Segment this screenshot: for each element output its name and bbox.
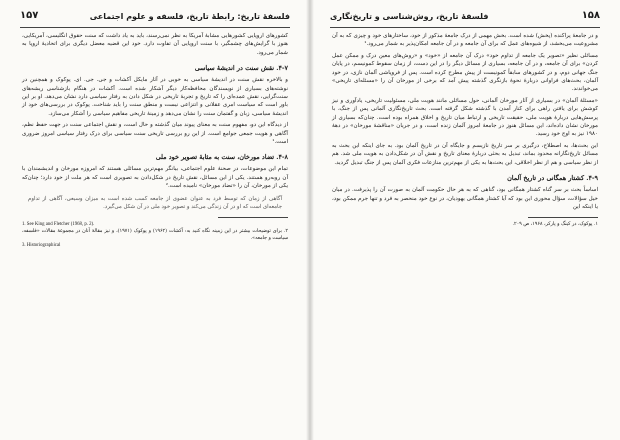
left-section-b-paragraph: تمام این موضوعات، در صحنهٔ علوم اجتماعی، بیانگر مهم‌ترین مسائلی هستند که امروزه مورخان و اندیشمندان با آن روبه‌رو هستند. یکی از این مسائل، نقش تاریخ در شکل‌دادن به تصویری است که هر ملت از خود دارد؛ چنان‌که یکی از مورخان، آن را «تضاد مورخان» نامیده است.² [22,166,288,190]
right-section-heading: ۴-۹. کشتار همگانی در تاریخ آلمان [507,174,598,183]
right-paragraph: «مسئلهٔ آلمان» در بسیاری از آثار مورخان آلمانی، حول مسائلی مانند هویت ملی، مسئولیت تاریخی، یادآوری و نیز کوشش برای یافتن راهی برای کنار آمدن با گذشته شکل گرفته است. بحث تاریخ‌نگاری آلمانی پس از جنگ، با پرسش‌هایی دربارهٔ هویت ملی، حقیقت تاریخی و ارتباط میان تاریخ و اخلاق همراه بوده است. چنان‌که بسیاری از مورخان نشان داده‌اند، این مسائل هنوز در جامعهٔ امروز آلمان زنده است، و در جریان «مناقشهٔ مورخان» در دههٔ ۱۹۸۰ نیز به اوج خود رسید. [332,97,598,138]
left-footnote: 3. Historiographical [22,243,61,249]
left-section-a-paragraph: از دیدگاه این دو، مفهوم سنت به معنای پیوند میان گذشته و حال است، و نقش اجتماعی سنت در جهت حفظ نظم، آگاهی و هویت جمعی جوامع است. از این رو بررسی تاریخی سنت سیاسی برای درک رفتار سیاسی امروز ضروری است.¹ [22,122,288,146]
right-page-body [332,32,598,228]
right-header-rule [330,27,600,28]
left-paragraph: کشورهای اروپایی کشورهایی مشابهٔ آمریکا به نظر نمی‌رسند، باید به یاد داشت که سنت حقوق انگلیسی، آمریکایی، هنوز با گرایش‌های چشمگیر، با سنت اروپایی آن تفاوت دارد. خود این قضیه معضل دیگری برای اتحادیهٔ اروپا به شمار می‌رود. [22,33,288,56]
right-footnote: ۱. پوکوک، در کینگ و پارکر، ۱۹۶۸، ص ۲۰۹. [512,222,598,228]
left-page-body [22,32,288,249]
right-paragraph: مسائلی نظیر «تصویر یک جامعه از تداوم خود» درک آن جامعه از «خود» و «روش‌های معین درک و ممکن عمل کردن» برای آن جامعه، و در آن جامعه، بسیاری از مسائل دیگر را در این دست، از زمان سقوط کمونیسم، در پایان جنگ جهانی دوم، و در کشورهای سابقاً کمونیست از پیش مطرح کرده است. پس از فروپاشی آلمان نازی، در خود آلمان، بحث‌های فراوانی دربارهٔ نحوهٔ بازنگری گذشته پیش آمد که برخی از مورخان آن را «مسئله‌ای تاریخی» می‌خواندند. [332,52,598,93]
left-page-number: ۱۵۷ [20,10,39,21]
left-footnote: ۲. برای توضیحات بیشتر در این زمینه نگاه کنید به: آکشات (۱۹۶۲) و پوکوک (۱۹۷۱)، و نیز مقالهٔ آنان در مجموعهٔ مقالات «فلسفه، سیاست و جامعه». [22,229,288,242]
right-running-title: فلسفهٔ تاریخ، روش‌شناسی و تاریخ‌نگاری [330,12,489,21]
left-section-a-heading: ۴-۷. نقش سنت در اندیشهٔ سیاسی [194,64,288,73]
right-paragraph: این بحث‌ها، به اصطلاح، درگیری بر سر تاریخ نازیسم و جایگاه آن در تاریخ آلمان بود. به جای اینکه این بحث به مسائل تاریخ‌نگارانه محدود بماند، تبدیل به بحثی دربارهٔ معنای تاریخ و نقش آن در شکل‌دادن به هویت ملی شد. هم از نظر سیاسی و هم از نظر اخلاقی، این بحث‌ها به یکی از مهم‌ترین منازعات فکری آلمان پس از جنگ تبدیل گردید. [332,142,598,166]
left-footnote: 1. See King and Fletcher (1968, p. 2). [22,222,95,228]
right-section-paragraph: اساساً بحث بر سر گناه کشتار همگانی بود، گناهی که به هر حال حکومت آلمان به صورت آن را پذیرفت. در میان خیل سؤالات، سؤال محوری این بود که آیا کشتار همگانی یهودیان، در نوع خود منحصر به فرد و تنها جرم ممکن بود، یا اینکه این [332,187,598,210]
right-running-head [330,10,600,26]
right-paragraph: و در جامعهٔ پراکنده (پخش) شده است. بخش مهمی از درک جامعهٔ مذکور از خود، ساختارهای خود و چیزی که به آن مشروعیت می‌بخشد، از شیوه‌های عمل که برای آن جامعه و در آن جامعه امکان‌پذیر به شمار می‌رود.¹ [332,33,598,48]
right-page-number: ۱۵۸ [581,10,600,21]
left-section-a-paragraph: و بالاخره نقش سنت در اندیشهٔ سیاسی به خوبی در آثار مایکل آکشات و جی. جی. ای. پوکوک و همچنین در نوشته‌های بسیاری از نویسندگان محافظه‌کار دیگر آشکار شده است. آکشات در هنگام بازشناسی ریشه‌های سنت‌گرایی، نقش عمده‌ای را که تاریخ و تجربهٔ تاریخی در شکل دادن به رفتار سیاسی دارد نشان می‌دهد. او بر این باور است که سیاست امری عقلانی و انتزاعی نیست و منطق سنت را باید شناخت. پوکوک در بررسی‌های خود از اندیشهٔ سیاسی، زبان و گفتمان سنت را نشان می‌دهد و زمینهٔ تاریخی مفاهیم سیاسی را آشکار می‌سازد. [22,77,288,117]
left-block-quote: آگاهی از زمان که توسط فرد به عنوان عضوی از جامعه کسب شده است به میزان وسیعی، آگاهی از تداوم جامعه‌ای است که او در آن زندگی می‌کند و تصویر خود ملی در آن شکل می‌گیرد. [28,195,282,210]
left-running-title: فلسفهٔ تاریخ: رابطهٔ تاریخ، فلسفه و علوم اجتماعی [89,12,290,21]
right-footnote-rule [528,217,598,218]
left-footnote-rule [218,217,288,218]
right-page [310,0,620,440]
left-running-head [20,10,290,26]
book-gutter-shadow [306,0,314,440]
left-section-b-heading: ۴-۸. تضاد مورخان، سنت به مثابهٔ تصویر خود ملی [155,153,288,162]
left-header-rule [20,27,290,28]
